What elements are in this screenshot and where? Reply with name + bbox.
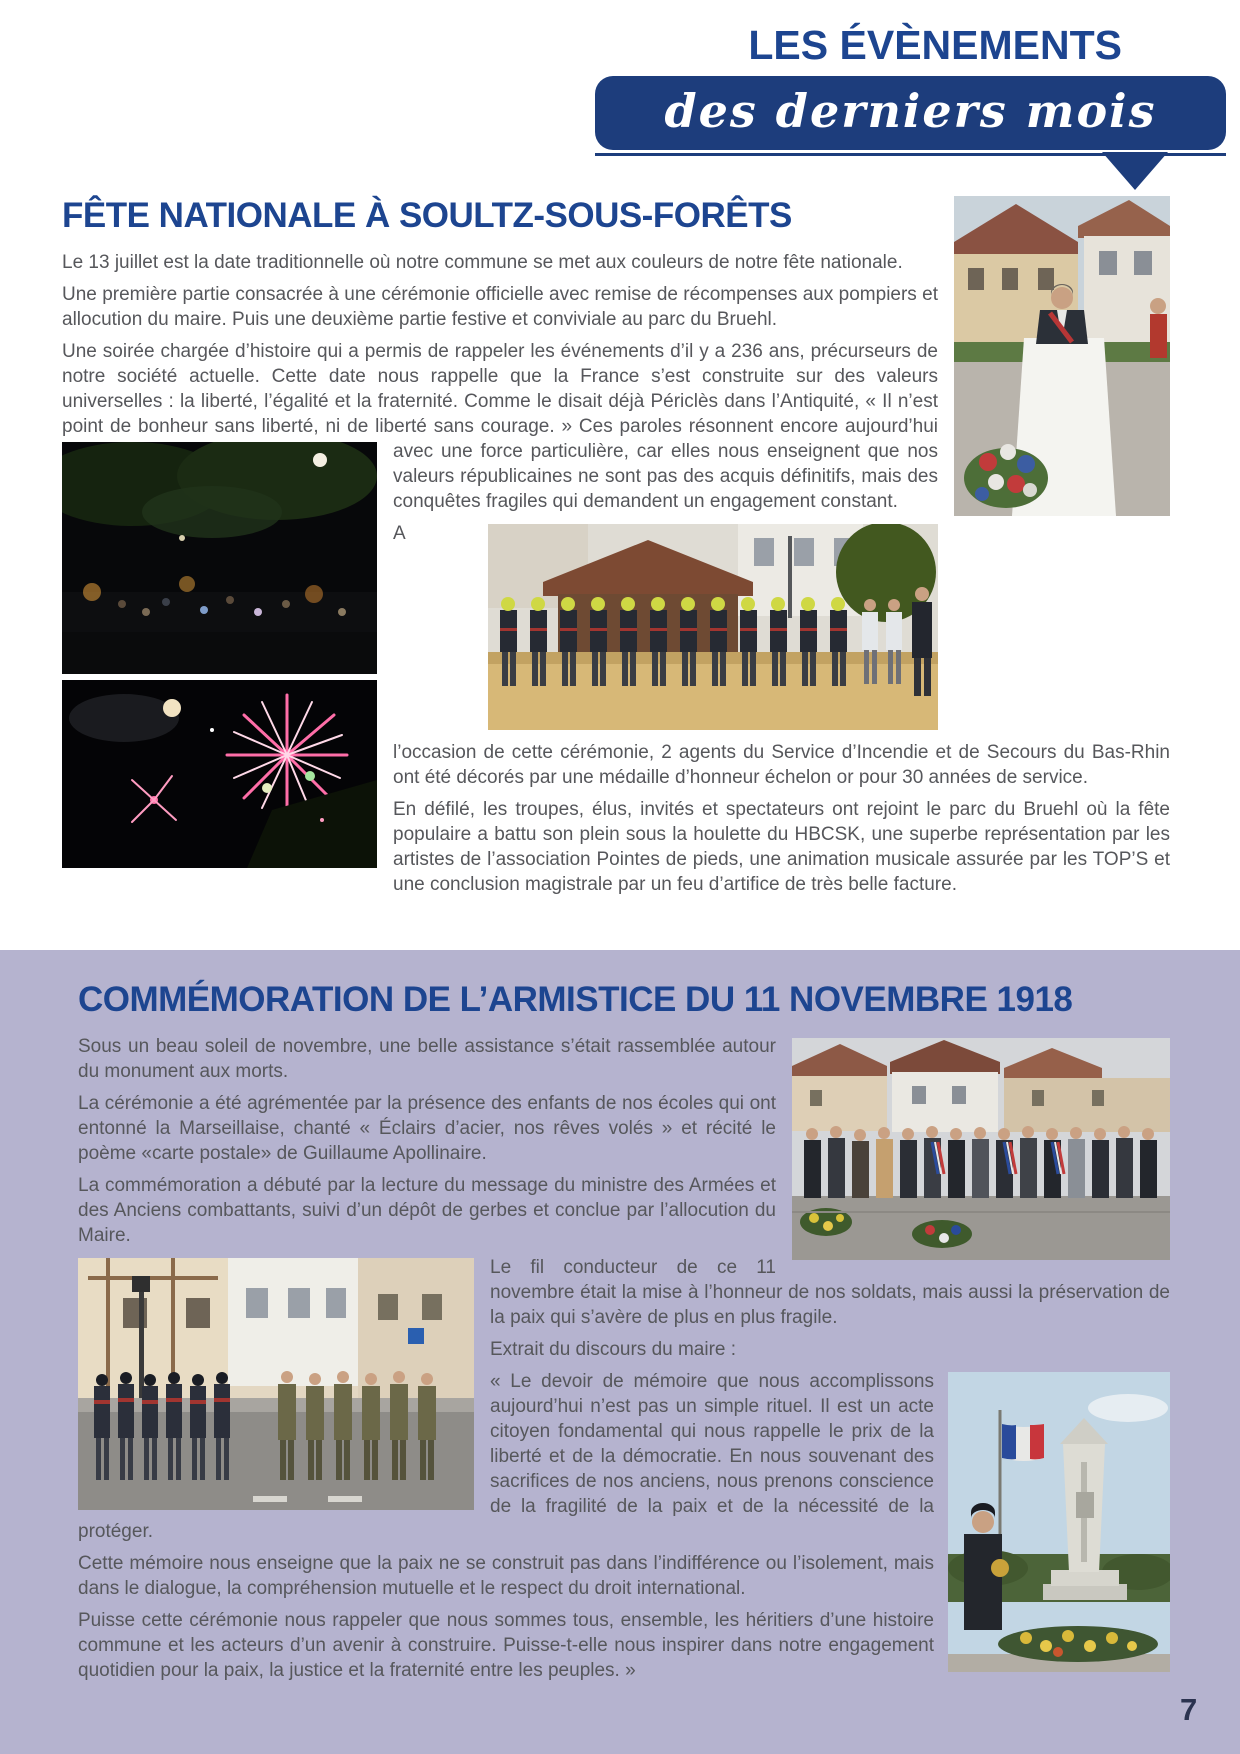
photo-firefighters-street	[78, 1258, 474, 1510]
photo-firefighters-lineup	[488, 524, 938, 730]
article2-quote-text: « Le devoir de mémoire que nous accomplissons aujourd’hui n’est pas un simple rituel. Il est un acte citoyen fondamental qui nous rappelle le prix de la liberté et de la démocratie. En nous souvenant des sacrifices de nos anciens, nous prenons conscience de la fragilité de la paix et de la nécessité de la protéger.	[78, 1371, 934, 1542]
article1-paragraph-5: En défilé, les troupes, élus, invités et spectateurs ont rejoint le parc du Bruehl où la fête populaire a battu son plein sous la houlette du HBCSK, une superbe représentation par les artistes de l’association Pointes de pieds, une animation musicale assurée par les TOP’S et une conclusion magistrale par un feu d’artifice de très belle facture.	[393, 799, 1170, 895]
article-commemoration-armistice	[78, 980, 1170, 1690]
article1-paragraph-4-text: A l’occasion de cette cérémonie, 2 agents du Service d’Incendie et de Secours du Bas-Rhin ont été décorés par une médaille d’honneur échelon or pour 30 années de service.	[393, 523, 1170, 788]
article2-paragraph-6: Cette mémoire nous enseigne que la paix ne se construit pas dans l’indifférence ou l’isolement, mais dans le dialogue, la compréhension mutuelle et le respect du droit international.	[78, 1553, 934, 1599]
header-ribbon-tail-icon	[1102, 152, 1168, 190]
article-fete-nationale	[62, 196, 1170, 904]
article1-paragraph-3-text-a: Une soirée chargée d’histoire qui a permis de rappeler les événements d’il y a 236 ans, précurseurs de notre société actuelle. Cette date nous rappelle que la France s’est construite sur des valeurs universelles : la liberté, l’égalité et la fraternité. Comme le disait déjà Périclès dans l’Antiquité, « Il n’est point de bonheur sans liberté, ni de liberté sans courage. » Ces paroles résonnent encore aujourd’hui avec une force particulière, car elles nous enseignent	[62, 341, 938, 462]
photo-war-memorial	[948, 1372, 1170, 1672]
header-subtitle: des derniers mois	[664, 84, 1157, 138]
photo-left-column	[62, 442, 377, 874]
photo-mayor-podium	[954, 196, 1170, 516]
header-ribbon	[595, 76, 1226, 150]
article2-extract-label: Extrait du discours du maire :	[490, 1339, 737, 1360]
photo-evening-crowd	[62, 442, 377, 674]
article2-paragraph-4	[78, 1255, 1170, 1330]
article1-paragraph-1: Le 13 juillet est la date traditionnelle où notre commune se met aux couleurs de notre fête nationale.	[62, 252, 903, 273]
article2-paragraph-2: La cérémonie a été agrémentée par la présence des enfants de nos écoles qui ont entonné la Marseillaise, chanté « Éclairs d’acier, nos rêves volés » et récité le poème «carte postale» de Guillaume Apollinaire.	[78, 1093, 776, 1164]
photo-fireworks	[62, 680, 377, 868]
article2-paragraph-3: La commémoration a débuté par la lecture du message du ministre des Armées et des Anciens combattants, suivi d’un dépôt de gerbes et conclue par l’allocution du Maire.	[78, 1175, 776, 1246]
article2-paragraph-7: Puisse cette cérémonie nous rappeler que nous sommes tous, ensemble, les héritiers d’une histoire commune et les acteurs d’un avenir à construire. Puisse-t-elle nous inspirer dans notre engagement quotidien pour la paix, la justice et la fraternité entre les peuples. »	[78, 1610, 934, 1681]
article2-title: COMMÉMORATION DE L’ARMISTICE DU 11 NOVEMBRE 1918	[78, 980, 1073, 1019]
photo-armistice-assembly	[792, 1038, 1170, 1260]
article1-title: FÊTE NATIONALE À SOULTZ-SOUS-FORÊTS	[62, 196, 792, 235]
article1-paragraph-3-text-b: que nos valeurs républicaines ne sont pas des acquis définitifs, mais des conquêtes fragiles qui demandent un engagement constant.	[393, 441, 938, 512]
page-number: 7	[1180, 1692, 1198, 1727]
article1-paragraph-2: Une première partie consacrée à une cérémonie officielle avec remise de récompenses aux pompiers et allocution du maire. Puis une deuxième partie festive et conviviale au parc du Bruehl.	[62, 284, 938, 330]
article2-paragraph-4-text: Le fil conducteur de ce 11 novembre était la mise à l’honneur de nos soldats, mais aussi la préservation de la paix qui s’avère de plus en plus fragile.	[490, 1257, 1170, 1328]
article2-paragraph-1: Sous un beau soleil de novembre, une belle assistance s’était rassemblée autour du monument aux morts.	[78, 1036, 776, 1082]
page-title: LES ÉVÈNEMENTS	[748, 22, 1122, 68]
